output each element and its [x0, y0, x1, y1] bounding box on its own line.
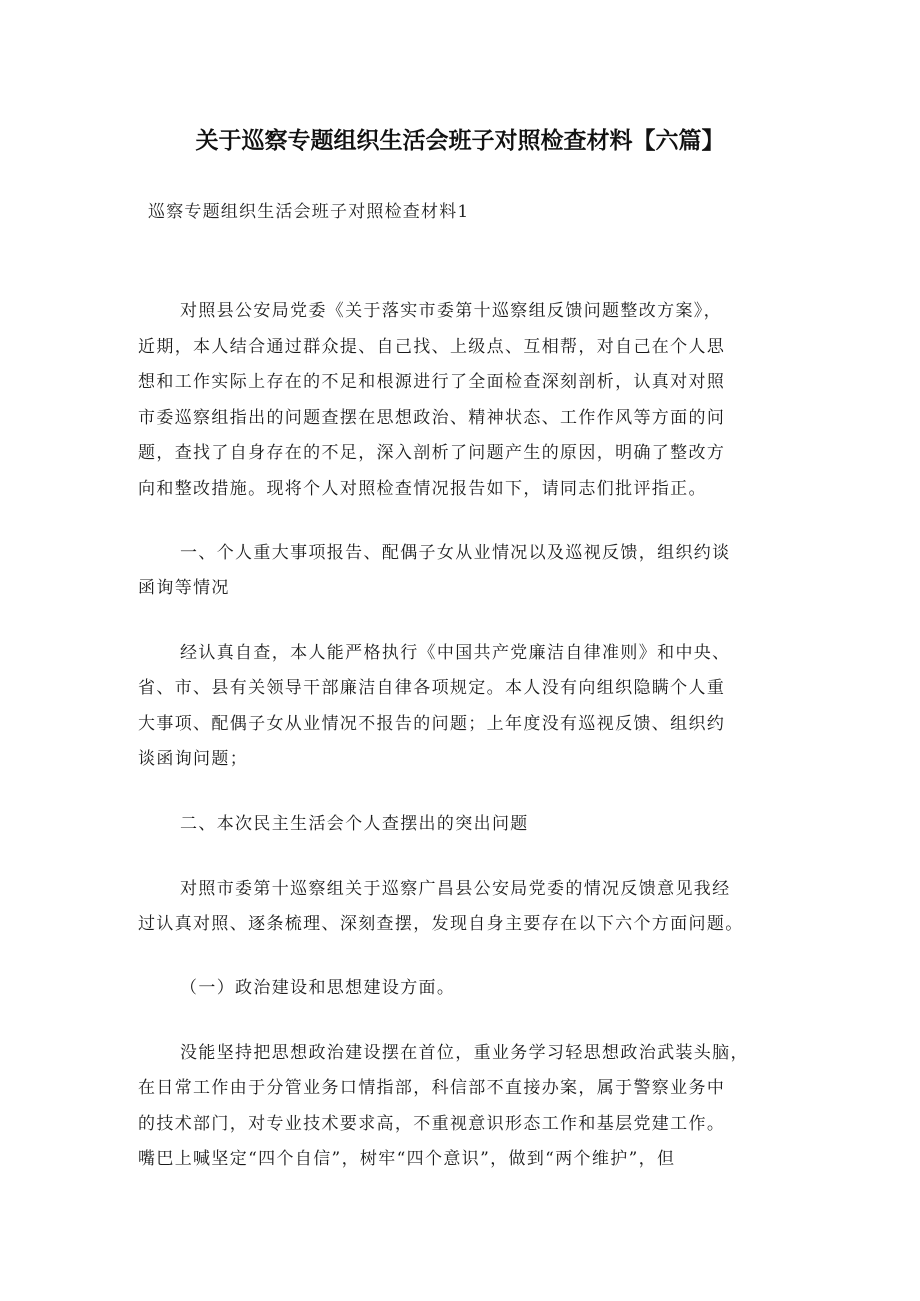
paragraph-2-line-2: 省、市、县有关领导干部廉洁自律各项规定。本人没有向组织隐瞒个人重 [138, 678, 726, 698]
paragraph-1-line-1: 对照县公安局党委《关于落实市委第十巡察组反馈问题整改方案》， [180, 301, 722, 321]
paragraph-1-line-3: 想和工作实际上存在的不足和根源进行了全面检查深刻剖析，认真对对照 [138, 372, 726, 392]
subheading-1: （一）政治建设和思想建设方面。 [180, 978, 456, 998]
paragraph-4-line-4: 嘴巴上喊坚定“四个自信”，树牢“四个意识”，做到“两个维护”，但 [138, 1149, 676, 1169]
paragraph-1-line-4: 市委巡察组指出的问题查摆在思想政治、精神状态、工作作风等方面的问 [138, 408, 726, 428]
paragraph-2-line-1: 经认真自查，本人能严格执行《中国共产党廉洁自律准则》和中央、 [180, 643, 731, 663]
heading-2: 二、本次民主生活会个人查摆出的突出问题 [180, 814, 529, 834]
paragraph-3-line-2: 过认真对照、逐条梳理、深刻查摆，发现自身主要存在以下六个方面问题。 [138, 914, 744, 934]
paragraph-1-line-2: 近期，本人结合通过群众提、自己找、上级点、互相帮，对自己在个人思 [138, 337, 726, 357]
paragraph-4-line-2: 在日常工作由于分管业务口情指部，科信部不直接办案，属于警察业务中 [138, 1078, 726, 1098]
paragraph-1-line-5: 题，查找了自身存在的不足，深入剖析了问题产生的原因，明确了整改方 [138, 443, 726, 463]
paragraph-4-line-1: 没能坚持把思想政治建设摆在首位，重业务学习轻思想政治武装头脑， [180, 1043, 749, 1063]
paragraph-2-line-3: 大事项、配偶子女从业情况不报告的问题；上年度没有巡视反馈、组织约 [138, 714, 726, 734]
paragraph-2-line-4: 谈函询问题； [138, 749, 249, 769]
paragraph-3-line-1: 对照市委第十巡察组关于巡察广昌县公安局党委的情况反馈意见我经 [180, 879, 731, 899]
paragraph-4-line-3: 的技术部门，对专业技术要求高，不重视意识形态工作和基层党建工作。 [138, 1114, 726, 1134]
heading-1-line-1: 一、个人重大事项报告、配偶子女从业情况以及巡视反馈，组织约谈 [180, 543, 731, 563]
heading-1-line-2: 函询等情况 [138, 578, 230, 598]
paragraph-1-line-6: 向和整改措施。现将个人对照检查情况报告如下，请同志们批评指正。 [138, 479, 707, 499]
document-subtitle: 巡察专题组织生活会班子对照检查材料1 [148, 202, 470, 222]
document-title: 关于巡察专题组织生活会班子对照检查材料【六篇】 [195, 128, 725, 154]
